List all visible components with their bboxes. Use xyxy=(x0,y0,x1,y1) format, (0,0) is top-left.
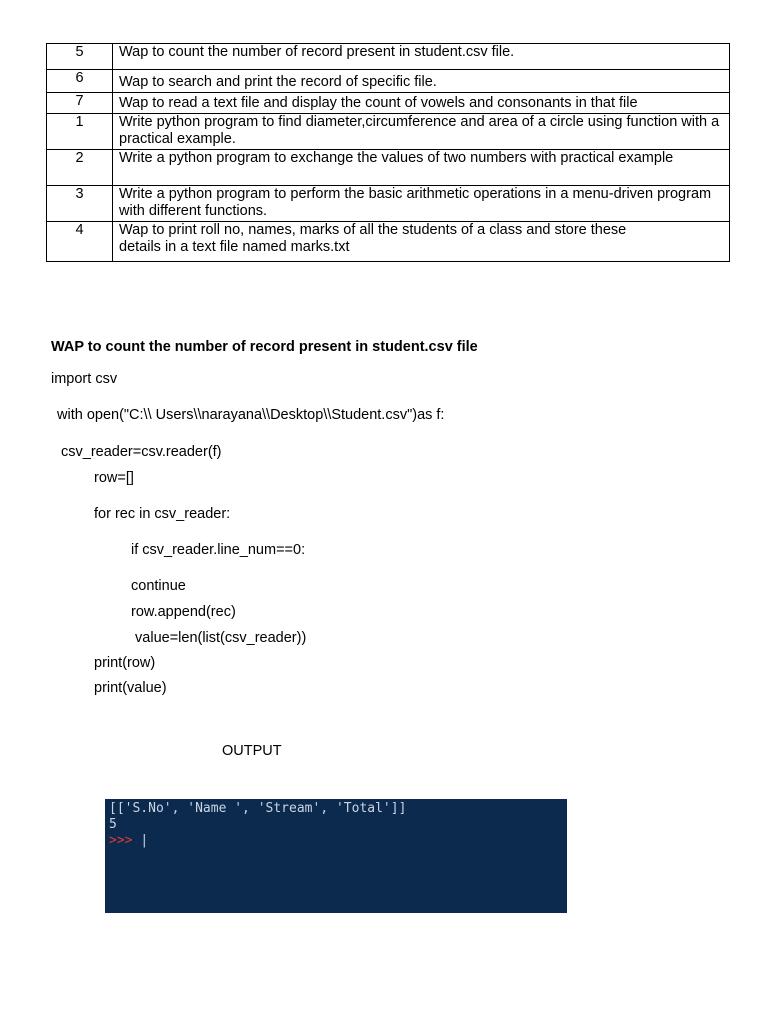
table-row xyxy=(47,93,730,114)
console-line: [['S.No', 'Name ', 'Stream', 'Total']] xyxy=(109,801,407,816)
table-row xyxy=(47,186,730,222)
program-description: Write python program to find diameter,circumference and area of a circle using function with a practical example. xyxy=(113,114,730,150)
code-line: import csv xyxy=(51,371,118,387)
code-line: for rec in csv_reader: xyxy=(94,506,231,522)
code-line: if csv_reader.line_num==0: xyxy=(131,542,306,558)
program-number: 4 xyxy=(47,222,113,262)
program-number: 1 xyxy=(47,114,113,150)
program-description: Wap to search and print the record of specific file. xyxy=(113,70,730,93)
console-line: 5 xyxy=(109,817,117,832)
table-row xyxy=(47,114,730,150)
table-row xyxy=(47,222,730,262)
program-number: 5 xyxy=(47,44,113,70)
program-description: Wap to print roll no, names, marks of all the students of a class and store these details in a text file named marks.txt xyxy=(113,222,730,262)
code-line: csv_reader=csv.reader(f) xyxy=(61,444,222,460)
code-line: value=len(list(csv_reader)) xyxy=(131,630,307,646)
text-cursor: | xyxy=(140,833,149,848)
code-line: with open("C:\\ Users\\narayana\\Desktop\\Student.csv")as f: xyxy=(57,407,445,423)
section-heading: WAP to count the number of record present in student.csv file xyxy=(51,339,478,355)
table-row xyxy=(47,44,730,70)
program-description: Write a python program to exchange the values of two numbers with practical example xyxy=(113,150,730,186)
code-line: row.append(rec) xyxy=(131,604,236,620)
code-line: row=[] xyxy=(94,470,134,486)
table-row xyxy=(47,70,730,93)
code-line: print(value) xyxy=(94,680,167,696)
program-description: Wap to count the number of record present in student.csv file. xyxy=(113,44,730,70)
program-list-table xyxy=(46,43,730,262)
code-line: continue xyxy=(131,578,186,594)
program-number: 3 xyxy=(47,186,113,222)
output-label: OUTPUT xyxy=(222,743,282,759)
console-output xyxy=(105,799,567,913)
program-description: Wap to read a text file and display the count of vowels and consonants in that file xyxy=(113,93,730,114)
program-number: 6 xyxy=(47,70,113,93)
code-line: print(row) xyxy=(94,655,156,671)
program-number: 7 xyxy=(47,93,113,114)
program-number: 2 xyxy=(47,150,113,186)
table-row xyxy=(47,150,730,186)
console-prompt: >>> xyxy=(109,833,141,848)
program-description: Write a python program to perform the basic arithmetic operations in a menu-driven program with different functions. xyxy=(113,186,730,222)
